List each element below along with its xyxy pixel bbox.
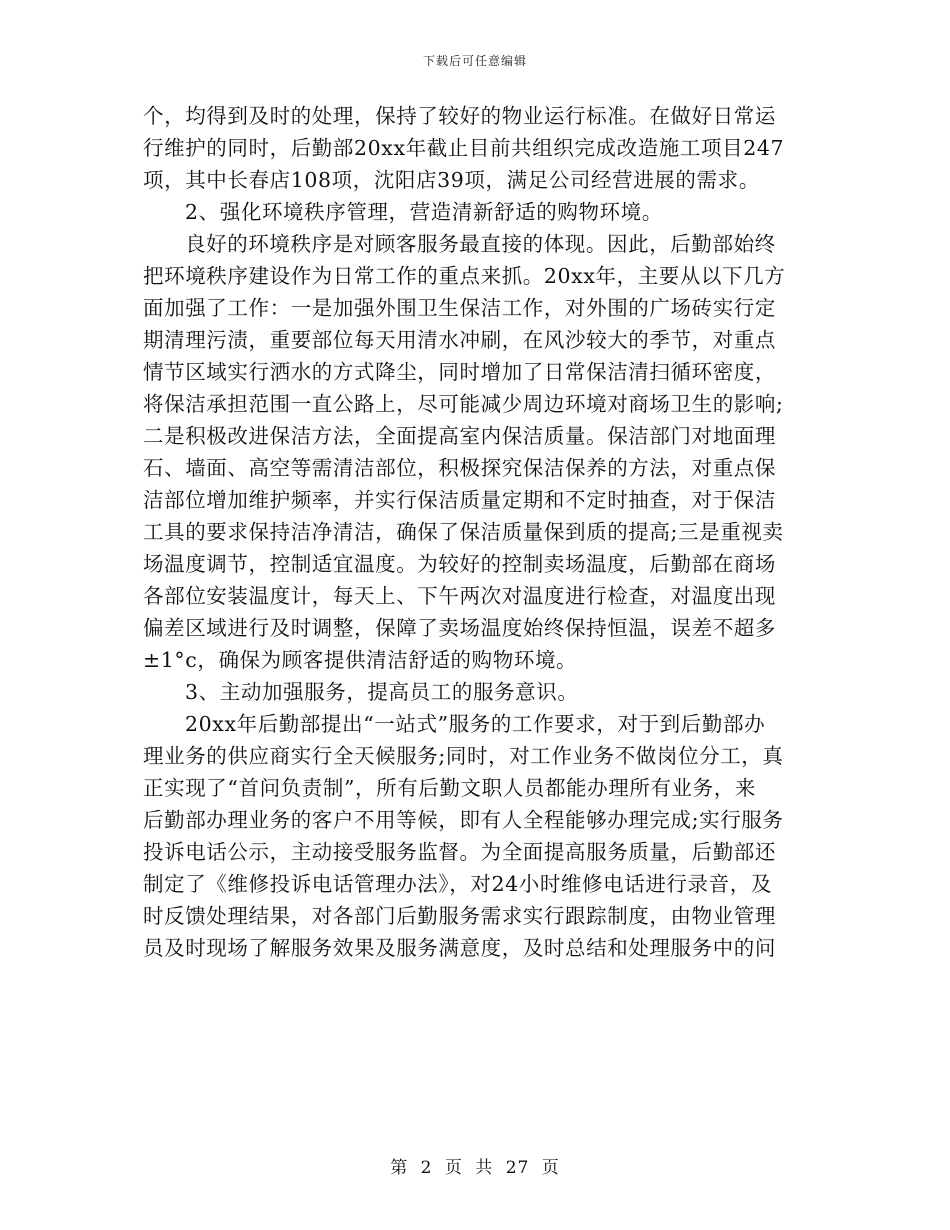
text-line: 理业务的供应商实行全天候服务;同时，对工作业务不做岗位分工，真	[143, 744, 784, 768]
text-line: 偏差区域进行及时调整，保障了卖场温度始终保持恒温，误差不超多	[143, 616, 776, 640]
text-line: 石、墙面、高空等需清洁部位，积极探究保洁保养的方法，对重点保	[143, 456, 776, 480]
text-line: 将保洁承担范围一直公路上，尽可能减少周边环境对商场卫生的影响;	[143, 392, 784, 416]
text-line: 情节区域实行洒水的方式降尘，同时增加了日常保洁清扫循环密度，	[143, 360, 776, 384]
text-line: 良好的环境秩序是对顾客服务最直接的体现。因此，后勤部始终	[185, 232, 776, 256]
text-line: 二是积极改进保洁方法，全面提高室内保洁质量。保洁部门对地面理	[143, 424, 776, 448]
paragraph	[143, 100, 813, 196]
text-line: 洁部位增加维护频率，并实行保洁质量定期和不定时抽查，对于保洁	[143, 488, 776, 512]
text-line: 投诉电话公示，主动接受服务监督。为全面提高服务质量，后勤部还	[143, 840, 776, 864]
text-line: 3、主动加强服务，提高员工的服务意识。	[185, 680, 579, 704]
text-line: 各部位安装温度计，每天上、下午两次对温度进行检查，对温度出现	[143, 584, 776, 608]
text-line: 工具的要求保持洁净清洁，确保了保洁质量保到质的提高;三是重视卖	[143, 520, 784, 544]
paragraph	[143, 228, 813, 676]
text-line: 时反馈处理结果，对各部门后勤服务需求实行跟踪制度，由物业管理	[143, 904, 776, 928]
page-header: 下载后可任意编辑	[422, 54, 527, 68]
text-line: 后勤部办理业务的客户不用等候，即有人全程能够办理完成;实行服务	[143, 808, 784, 832]
text-line: 场温度调节，控制适宜温度。为较好的控制卖场温度，后勤部在商场	[143, 552, 776, 576]
text-line: 面加强了工作：一是加强外围卫生保洁工作，对外围的广场砖实行定	[143, 296, 776, 320]
document-body	[143, 100, 813, 964]
text-line: 项，其中长春店108项，沈阳店39项，满足公司经营进展的需求。	[143, 168, 760, 192]
text-line: 个，均得到及时的处理，保持了较好的物业运行标准。在做好日常运	[143, 104, 776, 128]
section-heading	[143, 196, 813, 228]
text-line: ±1°c，确保为顾客提供清洁舒适的购物环境。	[143, 648, 578, 672]
section-heading	[143, 676, 813, 708]
text-line: 期清理污渍，重要部位每天用清水冲刷，在风沙较大的季节，对重点	[143, 328, 776, 352]
text-line: 把环境秩序建设作为日常工作的重点来抓。20xx年，主要从以下几方	[143, 264, 786, 288]
text-line: 2、强化环境秩序管理，营造清新舒适的购物环境。	[185, 200, 663, 224]
text-line: 员及时现场了解服务效果及服务满意度，及时总结和处理服务中的问	[143, 936, 776, 960]
text-line: 20xx年后勤部提出“一站式”服务的工作要求，对于到后勤部办	[185, 712, 766, 736]
text-line: 制定了《维修投诉电话管理办法》，对24小时维修电话进行录音，及	[143, 872, 772, 896]
text-line: 行维护的同时，后勤部20xx年截止目前共组织完成改造施工项目247	[143, 136, 785, 160]
paragraph	[143, 708, 813, 964]
text-line: 正实现了“首问负责制”，所有后勤文职人员都能办理所有业务，来	[143, 776, 756, 800]
page-number: 第 2 页 共 27 页	[390, 1158, 560, 1178]
